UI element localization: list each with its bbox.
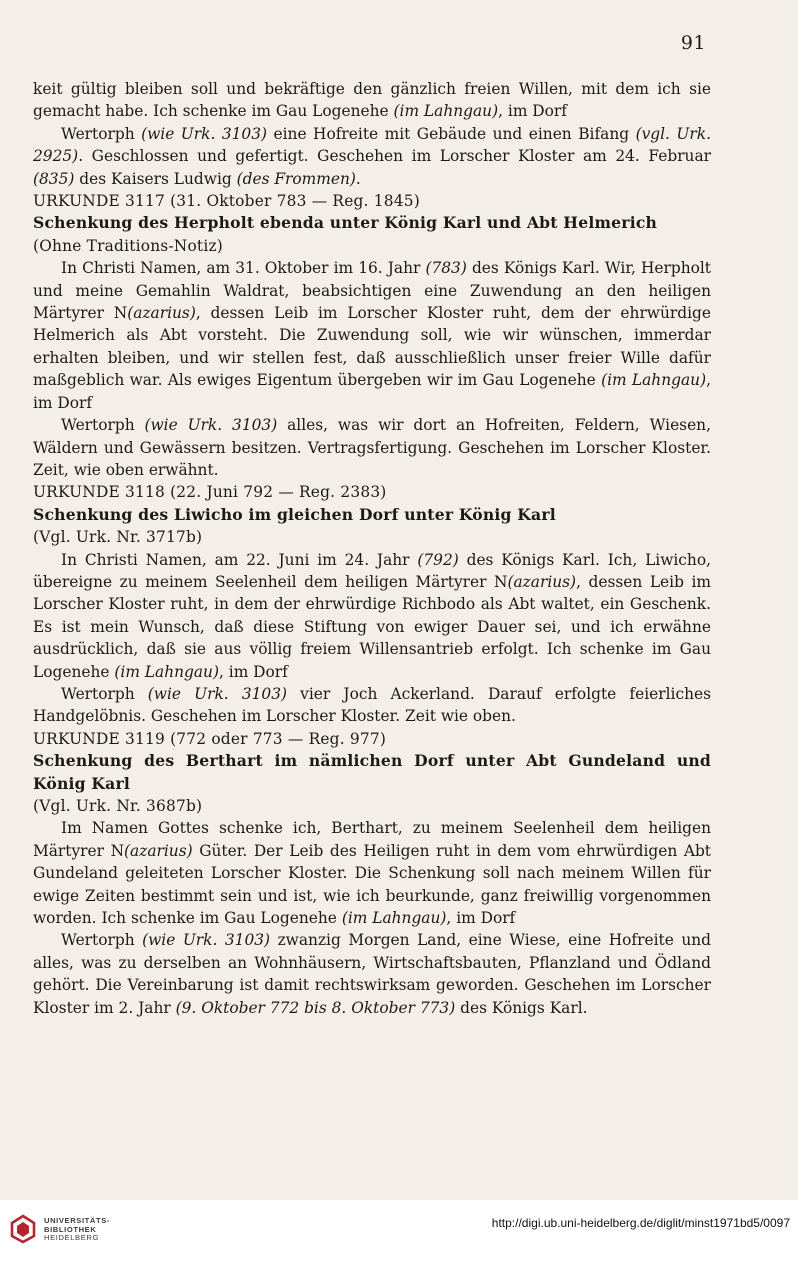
source-url-link[interactable]: http://digi.ub.uni-heidelberg.de/diglit/minst1971bd5/0097	[491, 1216, 790, 1230]
urkunde-body-3118	[33, 549, 711, 683]
text-run-italic: (835)	[33, 169, 75, 188]
text-run: eine Hofreite mit Gebäude und einen Bifang	[267, 124, 636, 143]
text-run: . Geschlossen und gefertigt. Geschehen im Lorscher Kloster am 24. Februar	[78, 147, 711, 166]
urkunde-title-3117: Schenkung des Herpholt ebenda unter König Karl und Abt Helmerich	[33, 213, 658, 233]
footer-bar	[0, 1200, 798, 1263]
text-run: , im Dorf	[498, 102, 567, 121]
library-logo-icon	[10, 1214, 36, 1244]
library-name-line2: BIBLIOTHEK	[44, 1224, 97, 1234]
text-run: .	[355, 169, 361, 188]
text-run: , im Dorf	[218, 662, 288, 681]
text-column	[33, 78, 711, 1019]
text-run-italic: (des Frommen)	[236, 169, 356, 188]
urkunde-heading-3118: URKUNDE 3118 (22. Juni 792 — Reg. 2383)	[33, 483, 387, 502]
text-run: zwanzig Morgen Land, eine Wiese, eine Hofreite und alles, was zu derselben an Wohnhäusern, Wirtschaftsbauten, Pflanzland und Ödland gehört. Die Vereinbarung ist damit rechtswirksam geworden. Geschehen im Lorscher Kloster im 2. Jahr	[33, 931, 711, 1017]
urkunde-body-3117	[33, 257, 711, 414]
text-run-italic: (783)	[425, 259, 467, 278]
text-run: , dessen Leib im Lorscher Kloster ruht, in dem der ehrwürdige Richbodo als Abt waltet, ein Geschenk. Es ist mein Wunsch, daß diese Stiftung von ewiger Dauer sei, und ich erwähne ausdrücklich, daß sie aus völlig freiem Willensantrieb erfolgt. Ich schenke im Gau Logenehe	[33, 572, 712, 681]
text-run-italic: (9. Oktober 772 bis 8. Oktober 773)	[175, 998, 456, 1017]
text-run: , im Dorf	[446, 909, 516, 928]
text-run-italic: (im Lahngau)	[114, 662, 219, 681]
text-run: Wertorph	[61, 416, 145, 435]
urkunde-title-3119: Schenkung des Berthart im nämlichen Dorf unter Abt Gundeland und König Karl	[33, 751, 711, 793]
text-run-italic: (im Lahngau)	[393, 102, 499, 121]
text-run-italic: (vgl. Urk. 2925)	[33, 124, 711, 166]
urkunde-note-3118: (Vgl. Urk. Nr. 3717b)	[33, 528, 203, 547]
text-run-italic: (wie Urk. 3103)	[141, 124, 268, 143]
urkunde-title-3118: Schenkung des Liwicho im gleichen Dorf unter König Karl	[33, 504, 556, 524]
text-run: vier Joch Ackerland. Darauf erfolgte feierliches Handgelöbnis. Geschehen im Lorscher Kloster. Zeit wie oben.	[33, 684, 711, 726]
text-run: , dessen Leib im Lorscher Kloster ruht, dem der ehrwürdige Helmerich als Abt vorsteht. Die Zuwendung soll, wie wir wünschen, immerdar erhalten bleiben, und wir stellen fest, daß ausschließlich unser freier Wille dafür maßgeblich war. Als ewiges Eigentum übergeben wir im Gau Logenehe	[33, 304, 711, 390]
text-run: , im Dorf	[33, 371, 711, 412]
text-run-italic: (im Lahngau)	[601, 371, 707, 390]
text-run-italic: (azarius)	[127, 304, 196, 323]
text-run: Wertorph	[61, 931, 143, 950]
text-run: In Christi Namen, am 31. Oktober im 16. Jahr	[61, 259, 426, 278]
text-run: In Christi Namen, am 22. Juni im 24. Jahr	[61, 550, 418, 569]
urkunde-body2-3118	[33, 683, 711, 728]
text-run-italic: (792)	[417, 550, 459, 569]
text-run: keit gültig bleiben soll und bekräftige den gänzlich freien Willen, mit dem ich sie gemacht habe. Ich schenke im Gau Logenehe	[33, 80, 711, 121]
text-run: des Kaisers Ludwig	[74, 169, 237, 188]
text-run: alles, was wir dort an Hofreiten, Feldern, Wiesen, Wäldern und Gewässern besitzen. Vertragsfertigung. Geschehen im Lorscher Kloster. Zeit, wie oben erwähnt.	[33, 416, 711, 479]
urkunde-heading-3119: URKUNDE 3119 (772 oder 773 — Reg. 977)	[33, 729, 387, 748]
text-run: des Königs Karl. Ich, Liwicho, übereigne zu meinem Seelenheil dem heiligen Märtyrer N	[33, 550, 711, 591]
text-run: des Königs Karl.	[455, 998, 588, 1017]
library-name-line1: UNIVERSITÄTS-	[44, 1216, 111, 1225]
text-run-italic: (azarius)	[507, 572, 577, 591]
text-run: Güter. Der Leib des Heiligen ruht in dem vom ehrwürdigen Abt Gundeland geleiteten Lorscher Kloster. Die Schenkung soll nach meinem Willen für ewige Zeiten bestimmt sein und ist, wie ich beurkunde, ganz freiwillig vorgenommen worden. Ich schenke im Gau Logenehe	[33, 841, 711, 928]
urkunde-body2-3119	[33, 929, 711, 1019]
text-run-italic: (wie Urk. 3103)	[144, 416, 278, 435]
urkunde-note-3117: (Ohne Traditions-Notiz)	[33, 236, 223, 255]
text-run-italic: (wie Urk. 3103)	[142, 931, 271, 950]
text-run-italic: (im Lahngau)	[341, 909, 447, 928]
library-name-line3: HEIDELBERG	[44, 1233, 99, 1243]
paragraph-wertorph	[33, 123, 711, 190]
text-run: Wertorph	[61, 684, 148, 703]
paragraph-continuation	[33, 78, 711, 123]
urkunde-body-3119	[33, 817, 711, 929]
urkunde-note-3119: (Vgl. Urk. Nr. 3687b)	[33, 797, 203, 815]
urkunde-body2-3117	[33, 414, 711, 481]
text-run-italic: (wie Urk. 3103)	[147, 684, 288, 703]
text-run: des Königs Karl. Wir, Herpholt und meine Gemahlin Waldrat, beabsichtigen eine Zuwendung an den heiligen Märtyrer N	[33, 259, 711, 323]
urkunde-heading-3117: URKUNDE 3117 (31. Oktober 783 — Reg. 1845)	[33, 192, 420, 211]
text-run: Im Namen Gottes schenke ich, Berthart, zu meinem Seelenheil dem heiligen Märtyrer N	[33, 819, 711, 860]
page-number: 91	[680, 32, 706, 54]
text-run-italic: (azarius)	[124, 841, 193, 860]
text-run: Wertorph	[61, 124, 142, 143]
library-name	[44, 1217, 110, 1243]
